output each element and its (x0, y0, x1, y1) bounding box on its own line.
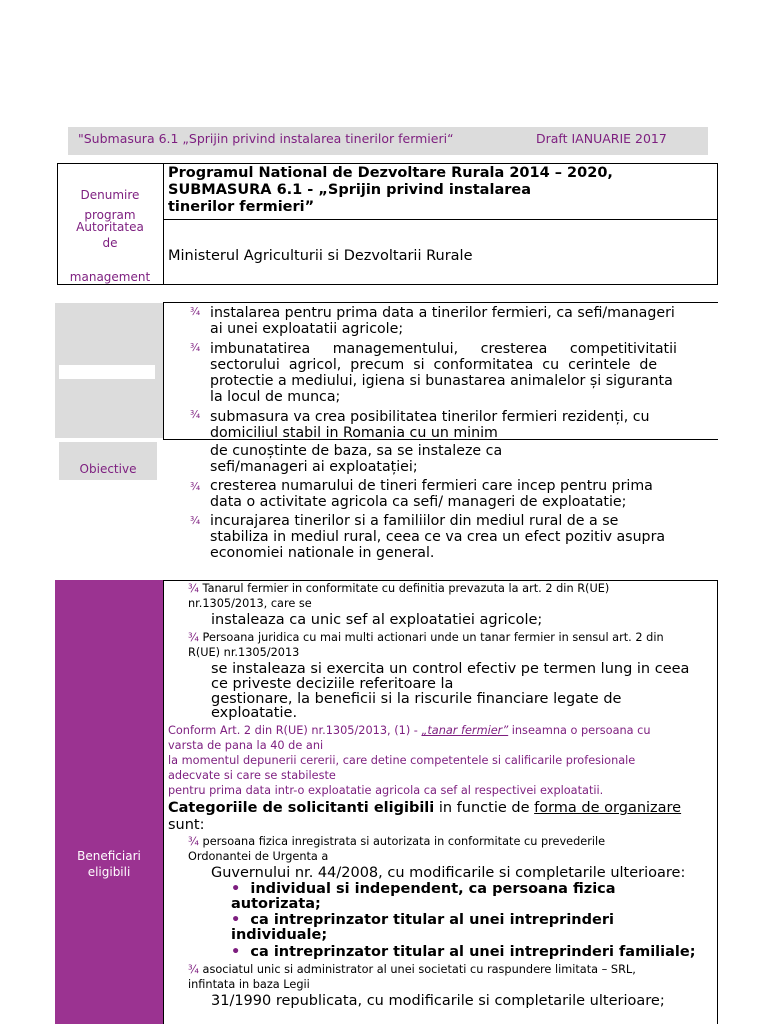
authority-value: Ministerul Agriculturii si Dezvoltarii Rurale (168, 248, 473, 264)
document-header (68, 127, 708, 155)
objective-line: economiei nationale in general. (210, 545, 435, 561)
option-intreprindere-individuala: • ca intreprinzator titular al unei intreprinderi (231, 912, 614, 928)
objective-line: instalarea pentru prima data a tinerilor fermieri, ca sefi/manageri (210, 305, 675, 321)
objective-line: la locul de munca; (210, 389, 341, 405)
objective-line: incurajarea tinerilor si a familiilor din mediul rural de a se (210, 513, 619, 529)
bullet-icon: ¾ (188, 631, 199, 644)
objective-line: submasura va crea posibilitatea tinerilor fermieri rezidenți, cu (210, 409, 650, 425)
bullet-icon: ¾ (190, 481, 201, 493)
objective-line: sectorului agricol, precum si conformitatea cu cerintele de (210, 357, 658, 373)
program-table-divider-h (163, 219, 718, 220)
program-table-divider-v (163, 163, 164, 285)
beneficiaries-sidebar (55, 580, 163, 1024)
categories-heading: Categoriile de solicitanti eligibili in functie de forma de organizare (168, 800, 682, 816)
header-title: "Submasura 6.1 „Sprijin privind instalarea tinerilor fermieri“ (78, 131, 454, 146)
beneficiary-persoana-juridica: ¾ Persoana juridica cu mai multi actionari unde un tanar fermier in sensul art. 2 din (188, 631, 664, 644)
header-draft-date: Draft IANUARIE 2017 (536, 131, 667, 146)
objective-line: data o activitate agricola ca sefi/ manageri de exploatatie; (210, 494, 627, 510)
bullet-icon: ¾ (188, 582, 199, 595)
bullet-dot-icon: • (231, 944, 241, 960)
bullet-icon: ¾ (190, 306, 201, 318)
category-srl: ¾ asociatul unic si administrator al unei societati cu raspundere limitata – SRL, (188, 963, 636, 976)
objectives-label: Obiective (79, 462, 137, 476)
beneficiaries-content: ¾ Tanarul fermier in conformitate cu definitia prevazuta la art. 2 din R(UE) nr.1305/2013, care se instaleaza ca unic sef al exploatatiei agricole; ¾ Persoana juridica cu mai multi actionari unde un tanar fermier in sensul art. 2 din R(UE) nr.1305/2013 se instaleaza si exercita un control efectiv pe termen lung in ceea ce priveste deciziile referitoare la gestionare, la beneficii si la riscurile financiare legate de exploatatie. Conform Art. 2 din R(UE) nr.1305/2013, (1) - „tanar fermier” inseamna o persoana cu varsta de pana la 40 de ani la momentul depunerii cererii, care detine competentele si calificarile profesionale adecvate si care se stabileste pentru prima data intr-o exploatatie agricola ca sef al respectivei exploatatii. Categoriile de solicitanti eligibili in functie de forma de organizare sunt: ¾ persoana fizica inregistrata si autorizata in conformitate cu prevederile Ordonantei de Urgenta a Guvernului nr. 44/2008, cu modificarile si completarile ulterioare: • individual si independent, ca persoana fizica autorizata; • ca intreprinzator titular al unei intreprinderi individuale; • ca intreprinzator titular al unei intreprinderi familiale; ¾ asociatul unic si administrator al unei societati cu raspundere limitata – SRL, infintata in baza Legii 31/1990 republicata, cu modificarile si completarile ulterioare; (168, 581, 716, 1009)
objective-line: imbunatatirea managementului, cresterea competitivitatii (210, 341, 677, 357)
option-intreprindere-familiala: • ca intreprinzator titular al unei intreprinderi familiale; (231, 944, 696, 960)
objective-line: de cunoștinte de baza, sa se instaleze ca (210, 443, 503, 459)
objective-line: protectie a mediului, igiena si bunastarea animalelor și siguranta (210, 373, 673, 389)
beneficiaries-left-rule (163, 580, 164, 1024)
tanar-fermier-definition: Conform Art. 2 din R(UE) nr.1305/2013, (1) - „tanar fermier” inseamna o persoana cu (168, 724, 651, 737)
beneficiaries-label: Beneficiari eligibili (77, 849, 141, 879)
objective-line: ai unei exploatatii agricole; (210, 321, 404, 337)
objectives-text (210, 305, 717, 561)
objectives-white-box (59, 365, 155, 379)
program-name-value: Programul National de Dezvoltare Rurala 2014 – 2020, SUBMASURA 6.1 - „Sprijin privind instalarea tinerilor fermieri” (168, 165, 613, 215)
bullet-icon: ¾ (190, 515, 201, 527)
objective-line: sefi/manageri ai exploatației; (210, 459, 418, 475)
option-individual: • individual si independent, ca persoana fizica (231, 881, 616, 897)
bullet-icon: ¾ (190, 409, 201, 421)
bullet-icon: ¾ (190, 342, 201, 354)
bullet-dot-icon: • (231, 912, 241, 928)
beneficiary-tanar-fermier: ¾ Tanarul fermier in conformitate cu definitia prevazuta la art. 2 din R(UE) (188, 582, 610, 595)
bullet-icon: ¾ (188, 963, 199, 976)
bullet-dot-icon: • (231, 881, 241, 897)
bullet-icon: ¾ (188, 835, 199, 848)
objectives-top-rule (163, 302, 718, 303)
authority-label: Autoritatea de management (69, 220, 151, 284)
objectives-side-rule (163, 302, 164, 440)
objective-line: stabiliza in mediul rural, ceea ce va crea un efect pozitiv asupra (210, 529, 666, 545)
beneficiaries-right-rule (717, 580, 718, 1024)
category-persoana-fizica: ¾ persoana fizica inregistrata si autorizata in conformitate cu prevederile (188, 835, 606, 848)
objective-line: cresterea numarului de tineri fermieri care incep pentru prima (210, 478, 653, 494)
program-name-label: Denumire program (80, 188, 140, 222)
objective-line: domiciliul stabil in Romania cu un minim (210, 425, 498, 441)
